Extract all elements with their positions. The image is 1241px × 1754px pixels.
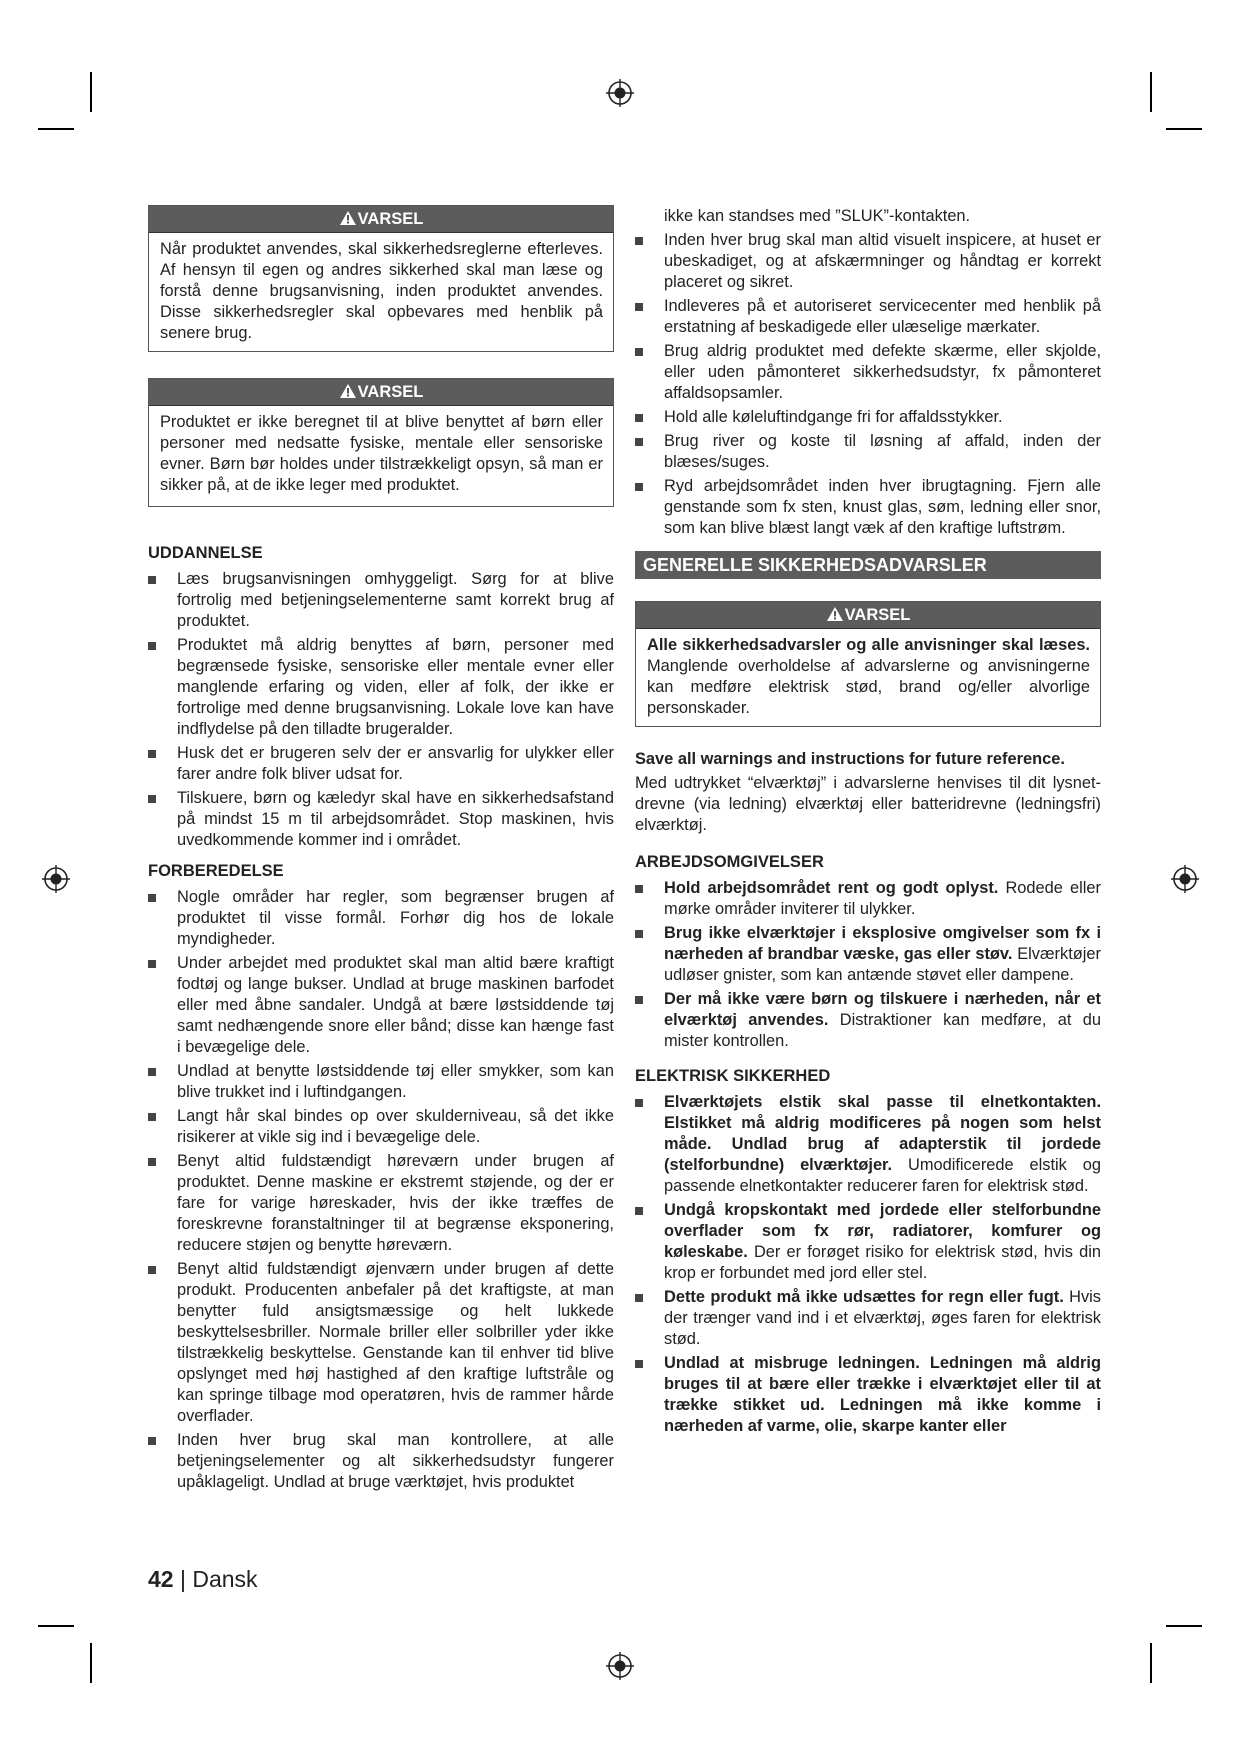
warning-label: VARSEL	[357, 210, 424, 228]
page-number: 42	[148, 1566, 174, 1592]
list-item: Elværktøjets elstik skal passe til elnetkontakten. Elstikket må aldrig modificeres på nogen som helst måde. Undlad brug af adapterstik til jordede (stelforbundne) elværktøjer. Umodificerede elstik og passende elnetkontakter reducerer faren for elektrisk stød.	[635, 1092, 1101, 1197]
warning-box	[148, 378, 614, 507]
crop-mark	[1150, 1643, 1152, 1683]
list-item: Husk det er brugeren selv der er ansvarlig for ulykker eller farer andre folk bliver udsat for.	[148, 743, 614, 785]
forberedelse-list	[148, 887, 614, 1493]
warning-header	[636, 602, 1100, 629]
list-item: Brug aldrig produktet med defekte skærme, eller skjolde, eller uden påmonteret sikkerhedsudstyr, fx påmonteret affaldsopsamler.	[635, 341, 1101, 404]
footer-separator: |	[173, 1566, 193, 1592]
list-item: Tilskuere, børn og kæledyr skal have en sikkerhedsafstand på mindst 15 m til arbejdsområdet. Stop maskinen, hvis uvedkommende kommer ind i området.	[148, 788, 614, 851]
list-item: Langt hår skal bindes op over skulderniveau, så det ikke risikerer at vikle sig ind i bevægelige dele.	[148, 1106, 614, 1148]
warning-triangle-icon	[826, 606, 844, 622]
list-item: Benyt altid fuldstændigt øjenværn under brugen af dette produkt. Producenten anbefaler på det kraftigste, at man benytter fuld ansigtsmæssige og helt lukkede beskyttelsesbriller. Normale briller eller solbriller yder ikke tilstrækkelig beskyttelse. Genstande kan til enhver tid blive opslynget med høj hastighed af den kraftige luftstråle og kan springe tilbage mod operatøren, hvis de rammer hårde overflader.	[148, 1259, 614, 1427]
section-heading-forberedelse: FORBEREDELSE	[148, 862, 284, 880]
list-item: Produktet må aldrig benyttes af børn, personer med begrænsede fysiske, sensoriske eller mentale evner eller manglende erfaring og viden, eller af folk, der ikke er fortrolige med denne brugsanvisning. Lokale love kan have indflydelse på den tilladte brugeralder.	[148, 635, 614, 740]
footer-language: Dansk	[192, 1566, 258, 1592]
warning-box	[635, 601, 1101, 727]
list-item: Benyt altid fuldstændigt høreværn under brugen af produktet. Denne maskine er ekstremt støjende, og der er fare for varige høreskader, hvis der ikke træffes de foreskrevne foranstaltninger til at begrænse eksponering, reducere støjen og benytte høreværn.	[148, 1151, 614, 1256]
inspection-list	[635, 230, 1101, 539]
list-item: Brug river og koste til løsning af affald, inden der blæses/suges.	[635, 431, 1101, 473]
warning-text: Produktet er ikke beregnet til at blive benyttet af børn eller personer med nedsatte fysiske, mentale eller sensoriske evner. Børn bør holdes under tilstrækkeligt opsyn, så man er sikker på, at de ikke leger med produktet.	[160, 413, 603, 494]
save-instructions-line: Save all warnings and instructions for future reference.	[635, 750, 1065, 768]
registration-mark-icon	[605, 1651, 635, 1681]
registration-mark-icon	[1170, 864, 1200, 894]
warning-label: VARSEL	[844, 606, 911, 624]
list-item: Indleveres på et autoriseret servicecenter med henblik på erstatning af beskadigede eller ulæselige mærkater.	[635, 296, 1101, 338]
warning-header	[149, 206, 613, 233]
section-heading-uddannelse: UDDANNELSE	[148, 544, 263, 562]
page-footer	[148, 1566, 258, 1593]
section-heading-arbejdsomgivelser: ARBEJDSOMGIVELSER	[635, 853, 824, 871]
registration-mark-icon	[605, 78, 635, 108]
left-column	[148, 205, 614, 1503]
list-item: Dette produkt må ikke udsættes for regn eller fugt. Hvis der trænger vand ind i et elværktøj, øges faren for elektrisk stød.	[635, 1287, 1101, 1350]
warning-label: VARSEL	[357, 383, 424, 401]
list-item: Undlad at benytte løstsiddende tøj eller smykker, som kan blive trukket ind i luftindgangen.	[148, 1061, 614, 1103]
arbejdsomgivelser-list	[635, 878, 1101, 1052]
warning-text: Når produktet anvendes, skal sikkerhedsreglerne efterleves. Af hensyn til egen og andres sikkerhed skal man læse og forstå denne brugsanvisning, inden produktet anvendes. Disse sikkerhedsregler skal opbevares med henblik på senere brug.	[160, 240, 603, 342]
crop-mark	[1150, 72, 1152, 112]
elvaerktoj-definition: Med udtrykket “elværktøj” i advarslerne henvises til dit lysnet-drevne (via ledning) elværktøj eller batteridrevne (ledningsfri) elværktøj.	[635, 774, 1101, 834]
warning-triangle-icon	[339, 383, 357, 399]
list-item: Inden hver brug skal man kontrollere, at alle betjeningselementer og alt sikkerhedsudstyr fungerer upåklageligt. Undlad at bruge værktøjet, hvis produktet	[148, 1430, 614, 1493]
section-heading-elektrisk-sikkerhed: ELEKTRISK SIKKERHED	[635, 1067, 831, 1085]
uddannelse-list	[148, 569, 614, 851]
crop-mark	[1166, 1625, 1202, 1627]
list-item: Under arbejdet med produktet skal man altid bære kraftigt fodtøj og lange bukser. Undlad at bruge maskinen barfodet eller med åbne sandaler. Undgå at bære løstsiddende tøj samt nedhængende snore eller bånd; disse kan hænge fast i bevægelige dele.	[148, 953, 614, 1058]
registration-mark-icon	[41, 864, 71, 894]
crop-mark	[1166, 128, 1202, 130]
list-item: Inden hver brug skal man altid visuelt inspicere, at huset er ubeskadiget, og at afskærmninger og håndtag er korrekt placeret og sikret.	[635, 230, 1101, 293]
warning-header	[149, 379, 613, 406]
crop-mark	[38, 128, 74, 130]
list-item: Hold alle køleluftindgange fri for affaldsstykker.	[635, 407, 1101, 428]
list-item: Læs brugsanvisningen omhyggeligt. Sørg for at blive fortrolig med betjeningselementerne samt korrekt brug af produktet.	[148, 569, 614, 632]
list-item: Der må ikke være børn og tilskuere i nærheden, når et elværktøj anvendes. Distraktioner kan medføre, at du mister kontrollen.	[635, 989, 1101, 1052]
crop-mark	[38, 1625, 74, 1627]
warning-triangle-icon	[339, 210, 357, 226]
crop-mark	[90, 1643, 92, 1683]
list-item: Nogle områder har regler, som begrænser brugen af produktet til visse formål. Forhør dig hos de lokale myndigheder.	[148, 887, 614, 950]
continuation-text: ikke kan standses med ”SLUK”-kontakten.	[664, 207, 971, 225]
list-item: Undgå kropskontakt med jordede eller stelforbundne overflader som fx rør, radiatorer, komfurer og køleskabe. Der er forøget risiko for elektrisk stød, hvis din krop er forbundet med jord eller stel.	[635, 1200, 1101, 1284]
list-item: Ryd arbejdsområdet inden hver ibrugtagning. Fjern alle genstande som fx sten, knust glas, søm, ledning eller snor, som kan blive blæst langt væk af den kraftige luftstrøm.	[635, 476, 1101, 539]
right-column	[635, 206, 1101, 1447]
warning-box	[148, 205, 614, 352]
section-banner: GENERELLE SIKKERHEDSADVARSLER	[635, 551, 1101, 579]
list-item: Undlad at misbruge ledningen. Ledningen må aldrig bruges til at bære eller trække i elværktøjet eller til at trække stikket ud. Ledningen må ikke komme i nærheden af varme, olie, skarpe kanter eller	[635, 1353, 1101, 1437]
elektrisk-list	[635, 1092, 1101, 1437]
crop-mark	[90, 72, 92, 112]
list-item: Brug ikke elværktøjer i eksplosive omgivelser som fx i nærheden af brandbar væske, gas eller støv. Elværktøjer udløser gnister, som kan antænde støvet eller dampene.	[635, 923, 1101, 986]
list-item: Hold arbejdsområdet rent og godt oplyst. Rodede eller mørke områder inviterer til ulykker.	[635, 878, 1101, 920]
warning-text: Alle sikkerhedsadvarsler og alle anvisninger skal læses. Manglende overholdelse af advarslerne og anvisningerne kan medføre elektrisk stød, brand og/eller alvorlige personskader.	[647, 636, 1090, 717]
